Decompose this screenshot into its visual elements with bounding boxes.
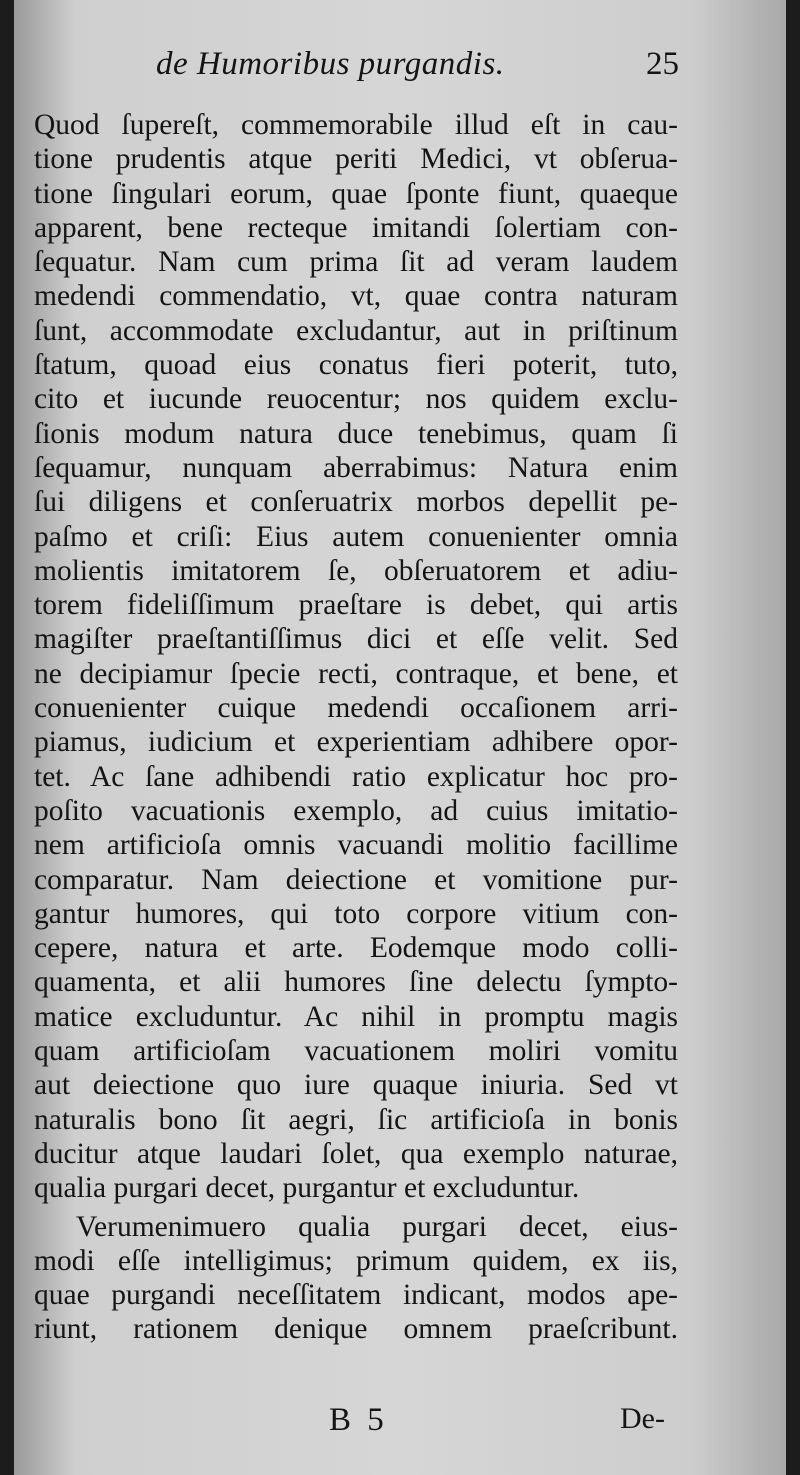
text-line: molientis imitatorem ſe, obſeruatorem et adiu- — [34, 554, 678, 587]
text-line: quae purgandi neceſſitatem indicant, modos ape- — [34, 1279, 678, 1312]
text-line: ſtatum, quoad eius conatus fieri poterit, tuto, — [34, 349, 678, 382]
text-line: ſionis modum natura duce tenebimus, quam ſi — [34, 417, 678, 450]
text-line: comparatur. Nam deiectione et vomitione pur- — [34, 863, 678, 896]
body-text — [34, 108, 678, 1347]
text-line: tione ſingulari eorum, quae ſponte fiunt, quaeque — [34, 177, 678, 210]
text-line: medendi commendatio, vt, quae contra naturam — [34, 280, 678, 313]
text-line: qualia purgari decet, purgantur et excluduntur. — [34, 1172, 580, 1205]
text-line: apparent, bene recteque imitandi ſolertiam con- — [34, 211, 678, 244]
paragraph-1 — [34, 108, 678, 1206]
text-line: torem fideliſſimum praeſtare is debet, qui artis — [34, 589, 678, 622]
running-title: de Humoribus purgandis. — [156, 46, 505, 82]
text-line: conuenienter cuique medendi occaſionem arri- — [34, 692, 678, 725]
text-line: ducitur atque laudari ſolet, qua exemplo naturae, — [34, 1137, 678, 1170]
text-line: matice excluduntur. Ac nihil in promptu magis — [34, 1000, 678, 1033]
text-line: tione prudentis atque periti Medici, vt obſerua- — [34, 143, 678, 176]
text-line: modi eſſe intelligimus; primum quidem, ex iis, — [34, 1244, 678, 1277]
text-line: tet. Ac ſane adhibendi ratio explicatur hoc pro- — [34, 760, 678, 793]
page-footer — [14, 1402, 786, 1442]
text-line: quam artificioſam vacuationem moliri vomitu — [34, 1035, 678, 1068]
text-line: magiſter praeſtantiſſimus dici et eſſe velit. Sed — [34, 623, 678, 656]
paragraph-2 — [34, 1210, 678, 1347]
text-line: riunt, rationem denique omnem praeſcribunt. — [34, 1313, 678, 1346]
page-number: 25 — [646, 46, 679, 82]
text-line: gantur humores, qui toto corpore vitium con- — [34, 897, 678, 930]
text-line: paſmo et criſi: Eius autem conuenienter omnia — [34, 520, 678, 553]
text-line: quamenta, et alii humores ſine delectu ſympto- — [34, 966, 678, 999]
text-line: Verumenimuero qualia purgari decet, eius- — [76, 1210, 678, 1243]
text-line: Quod ſupereſt, commemorabile illud eſt in cau- — [34, 109, 678, 141]
text-line: poſito vacuationis exemplo, ad cuius imitatio- — [34, 794, 678, 827]
text-line: ſunt, accommodate excludantur, aut in priſtinum — [34, 314, 678, 347]
text-line: naturalis bono ſit aegri, ſic artificioſa in bonis — [34, 1103, 678, 1136]
text-line: cito et iucunde reuocentur; nos quidem exclu- — [34, 383, 678, 416]
text-line: ſequamur, nunquam aberrabimus: Natura enim — [34, 451, 678, 484]
text-line: cepere, natura et arte. Eodemque modo colli- — [34, 932, 678, 965]
text-line: piamus, iudicium et experientiam adhibere opor- — [34, 726, 678, 759]
running-head — [14, 46, 786, 86]
signature-mark: B 5 — [329, 1402, 388, 1438]
text-line: nem artificioſa omnis vacuandi molitio facillime — [34, 829, 678, 862]
text-line: ſequatur. Nam cum prima ſit ad veram laudem — [34, 246, 678, 279]
text-line: ne decipiamur ſpecie recti, contraque, et bene, et — [34, 657, 678, 690]
book-page — [14, 0, 786, 1475]
text-line: aut deiectione quo iure quaque iniuria. Sed vt — [34, 1069, 678, 1102]
text-line: ſui diligens et conſeruatrix morbos depellit pe- — [34, 486, 678, 519]
catchword: De- — [620, 1402, 665, 1435]
